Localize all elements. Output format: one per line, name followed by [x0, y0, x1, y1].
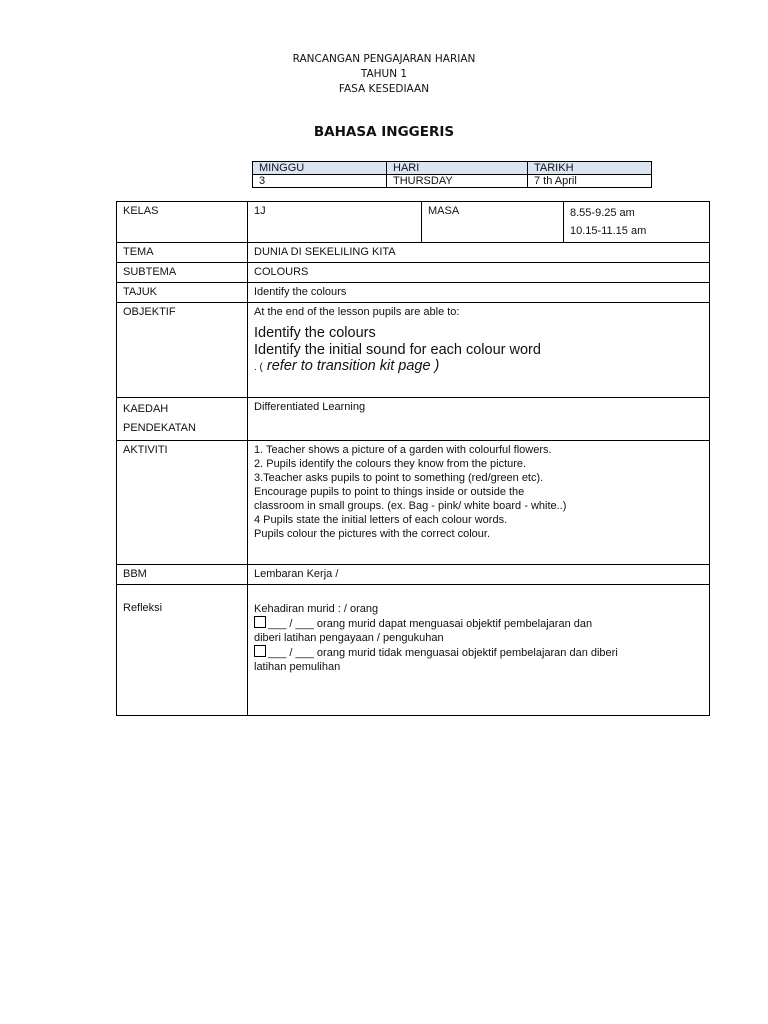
refleksi-achieved-text: ___ / ___ orang murid dapat menguasai objektif pembelajaran dan	[268, 618, 593, 630]
subtema-label: SUBTEMA	[117, 263, 248, 283]
aktiviti-line-7: Pupils colour the pictures with the correct colour.	[254, 528, 491, 540]
objektif-item-3	[254, 358, 703, 377]
checkbox-icon[interactable]	[254, 645, 266, 657]
kaedah-label-1: KAEDAH	[123, 403, 169, 415]
plan-title: RANCANGAN PENGAJARAN HARIAN	[292, 53, 476, 65]
objektif-prefix: . (	[254, 362, 263, 373]
refleksi-label: Refleksi	[117, 585, 248, 716]
kelas-value: 1J	[248, 202, 422, 243]
refleksi-not-achieved-line	[254, 645, 703, 660]
checkbox-icon[interactable]	[254, 616, 266, 628]
row-aktiviti	[117, 441, 710, 565]
aktiviti-line-5: classroom in small groups. (ex. Bag - pink/ white board - white..)	[254, 500, 567, 512]
masa-time-2: 10.15-11.15 am	[570, 225, 647, 237]
objektif-item-2: Identify the initial sound for each colour word	[254, 341, 541, 358]
refleksi-attendance: Kehadiran murid : / orang	[254, 603, 379, 615]
year-label: TAHUN 1	[360, 68, 408, 80]
refleksi-achieved-line	[254, 616, 703, 631]
objektif-label: OBJEKTIF	[117, 303, 248, 398]
week-header-tarikh: TARIKH	[528, 162, 652, 175]
kelas-label: KELAS	[117, 202, 248, 243]
kaedah-label	[117, 398, 248, 441]
kaedah-label-2: PENDEKATAN	[123, 422, 196, 434]
week-value-hari: THURSDAY	[387, 175, 528, 188]
row-subtema	[117, 263, 710, 283]
tema-value: DUNIA DI SEKELILING KITA	[248, 243, 710, 263]
refleksi-enrichment: diberi latihan pengayaan / pengukuhan	[254, 632, 444, 644]
masa-value	[564, 202, 710, 243]
tajuk-label: TAJUK	[117, 283, 248, 303]
row-objektif	[117, 303, 710, 398]
objektif-intro: At the end of the lesson pupils are able to:	[254, 306, 460, 318]
masa-time-1: 8.55-9.25 am	[570, 207, 635, 219]
masa-label: MASA	[422, 202, 564, 243]
row-refleksi	[117, 585, 710, 716]
aktiviti-line-2: 2. Pupils identify the colours they know from the picture.	[254, 458, 527, 470]
week-value-minggu: 3	[253, 175, 387, 188]
week-table-value-row	[253, 175, 652, 188]
subtema-value: COLOURS	[248, 263, 710, 283]
row-bbm	[117, 565, 710, 585]
week-header-minggu: MINGGU	[253, 162, 387, 175]
bbm-label: BBM	[117, 565, 248, 585]
row-kaedah	[117, 398, 710, 441]
week-value-tarikh: 7 th April	[528, 175, 652, 188]
tajuk-value: Identify the colours	[248, 283, 710, 303]
tema-label: TEMA	[117, 243, 248, 263]
row-tajuk	[117, 283, 710, 303]
week-header-hari: HARI	[387, 162, 528, 175]
week-table	[252, 161, 652, 188]
refleksi-value	[248, 585, 710, 716]
lesson-plan-table	[116, 201, 710, 716]
bbm-value: Lembaran Kerja /	[248, 565, 710, 585]
aktiviti-line-1: 1. Teacher shows a picture of a garden with colourful flowers.	[254, 444, 552, 456]
kaedah-value: Differentiated Learning	[248, 398, 710, 441]
aktiviti-line-3: 3.Teacher asks pupils to point to something (red/green etc).	[254, 472, 544, 484]
week-table-header-row	[253, 162, 652, 175]
objektif-transition-kit: refer to transition kit page )	[262, 358, 440, 374]
refleksi-remedial: latihan pemulihan	[254, 661, 341, 673]
row-kelas	[117, 202, 710, 243]
phase-label: FASA KESEDIAAN	[338, 83, 430, 95]
objektif-value	[248, 303, 710, 398]
subject-title: BAHASA INGGERIS	[313, 124, 455, 140]
refleksi-not-achieved-text: ___ / ___ orang murid tidak menguasai objektif pembelajaran dan diberi	[268, 647, 618, 659]
aktiviti-line-4: Encourage pupils to point to things inside or outside the	[254, 486, 525, 498]
objektif-item-1: Identify the colours	[254, 325, 376, 341]
row-tema	[117, 243, 710, 263]
aktiviti-value	[248, 441, 710, 565]
aktiviti-label: AKTIVITI	[117, 441, 248, 565]
aktiviti-line-6: 4 Pupils state the initial letters of each colour words.	[254, 514, 508, 526]
